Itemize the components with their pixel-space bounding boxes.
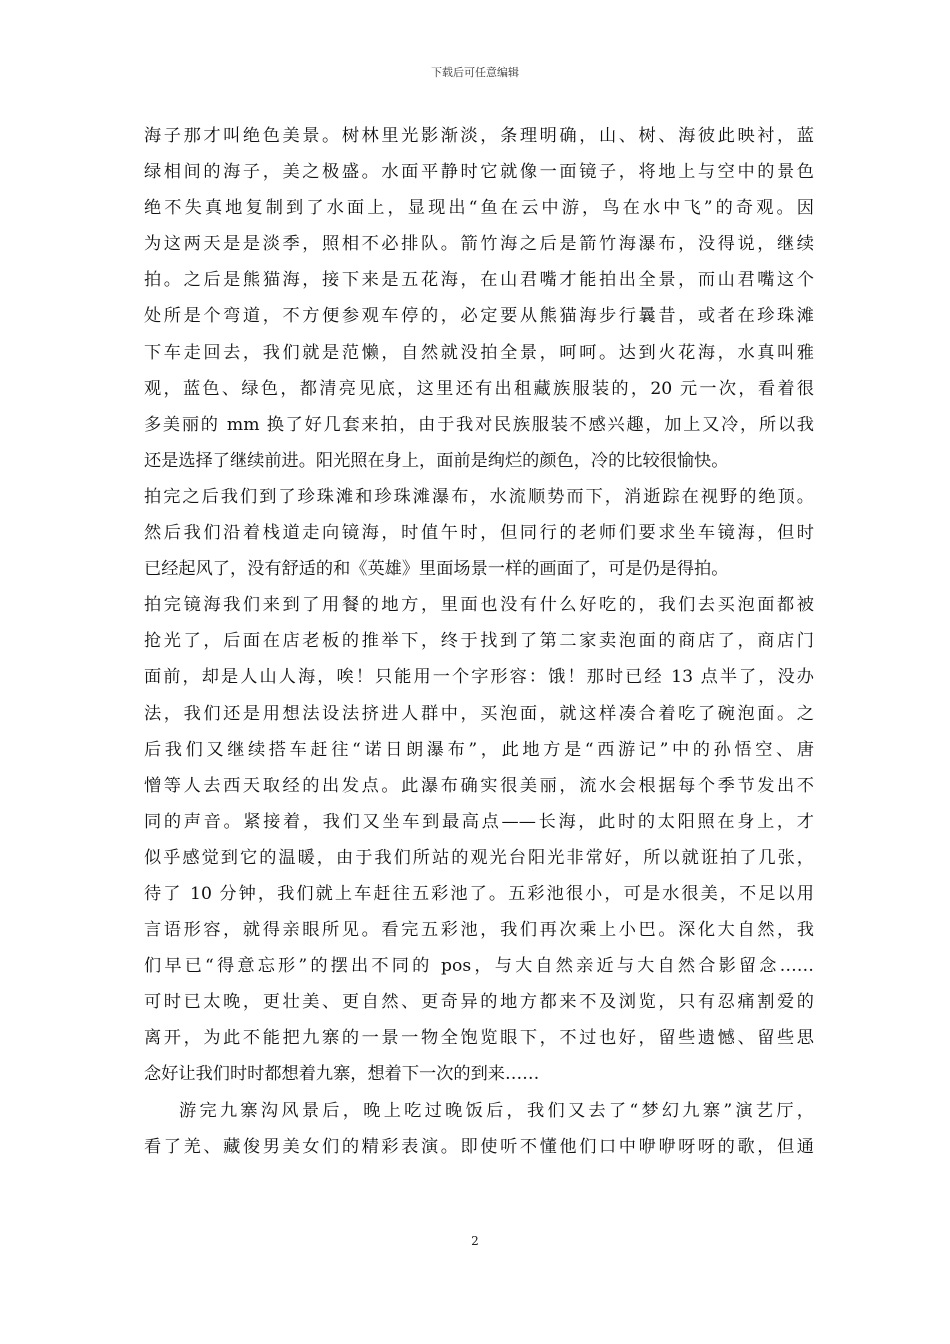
text-line: 法，我们还是用想法设法挤进人群中，买泡面，就这样凑合着吃了碗泡面。之 xyxy=(144,703,814,724)
text-line: 待了 10 分钟，我们就上车赶往五彩池了。五彩池很小，可是水很美，不足以用 xyxy=(144,883,814,904)
text-line: 们早已“得意忘形”的摆出不同的 pos，与大自然亲近与大自然合影留念…… xyxy=(144,956,814,977)
text-line: 离开，为此不能把九寨的一景一物全饱览眼下，不过也好，留些遗憾、留些思 xyxy=(144,1028,814,1049)
text-line: 为这两天是是淡季，照相不必排队。箭竹海之后是箭竹海瀑布，没得说，继续 xyxy=(144,234,814,255)
text-line: 看了羌、藏俊男美女们的精彩表演。即使听不懂他们口中咿咿呀呀的歌，但通 xyxy=(144,1136,814,1157)
text-line: 抢光了，后面在店老板的推举下，终于找到了第二家卖泡面的商店了，商店门 xyxy=(144,631,814,652)
text-line: 下车走回去，我们就是范懒，自然就没拍全景，呵呵。达到火花海，水真叫雅 xyxy=(144,342,814,363)
text-line: 似乎感觉到它的温暖，由于我们所站的观光台阳光非常好，所以就诳拍了几张， xyxy=(144,847,814,868)
text-line: 已经起风了，没有舒适的和《英雄》里面场景一样的画面了，可是仍是得拍。 xyxy=(144,559,729,580)
text-line: 观，蓝色、绿色，都清亮见底，这里还有出租藏族服装的，20 元一次，看着很 xyxy=(144,378,814,399)
page-header: 下载后可任意编辑 xyxy=(431,66,519,79)
text-line: 憎等人去西天取经的出发点。此瀑布确实很美丽，流水会根据每个季节发出不 xyxy=(144,775,814,796)
text-line: 言语形容，就得亲眼所见。看完五彩池，我们再次乘上小巴。深化大自然，我 xyxy=(144,920,814,941)
text-line: 拍。之后是熊猫海，接下来是五花海，在山君嘴才能拍出全景，而山君嘴这个 xyxy=(144,270,814,291)
text-line: 可时已太晚，更壮美、更自然、更奇异的地方都来不及浏览，只有忍痛割爱的 xyxy=(144,992,814,1013)
body-text xyxy=(144,118,814,1165)
text-line: 海子那才叫绝色美景。树林里光影渐淡，条理明确，山、树、海彼此映衬，蓝 xyxy=(144,126,814,146)
text-line: 面前，却是人山人海，唉！只能用一个字形容：饿！那时已经 13 点半了，没办 xyxy=(144,667,814,688)
text-line: 然后我们沿着栈道走向镜海，时值午时，但同行的老师们要求坐车镜海，但时 xyxy=(144,523,814,544)
text-line: 绝不失真地复制到了水面上，显现出“鱼在云中游，鸟在水中飞”的奇观。因 xyxy=(144,198,814,219)
page-number: 2 xyxy=(471,1234,479,1248)
text-line: 绿相间的海子，美之极盛。水面平静时它就像一面镜子，将地上与空中的景色 xyxy=(144,162,814,183)
text-line: 多美丽的 mm 换了好几套来拍，由于我对民族服装不感兴趣，加上又冷，所以我 xyxy=(144,414,814,435)
text-line: 处所是个弯道，不方便参观车停的，必定要从熊猫海步行曩昔，或者在珍珠滩 xyxy=(144,306,814,327)
text-line: 拍完之后我们到了珍珠滩和珍珠滩瀑布，水流顺势而下，消逝踪在视野的绝顶。 xyxy=(144,486,814,507)
text-line: 后我们又继续搭车赶往“诺日朗瀑布”，此地方是“西游记”中的孙悟空、唐 xyxy=(144,739,814,760)
text-line: 念好让我们时时都想着九寨，想着下一次的到来…… xyxy=(144,1064,540,1085)
text-line: 同的声音。紧接着，我们又坐车到最高点——长海，此时的太阳照在身上，才 xyxy=(144,811,814,832)
text-line: 还是选择了继续前进。阳光照在身上，面前是绚烂的颜色，冷的比较很愉快。 xyxy=(144,450,729,471)
text-line: 拍完镜海我们来到了用餐的地方，里面也没有什么好吃的，我们去买泡面都被 xyxy=(144,595,814,616)
text-line: 游完九寨沟风景后，晚上吃过晚饭后，我们又去了“梦幻九寨”演艺厅， xyxy=(179,1100,814,1121)
